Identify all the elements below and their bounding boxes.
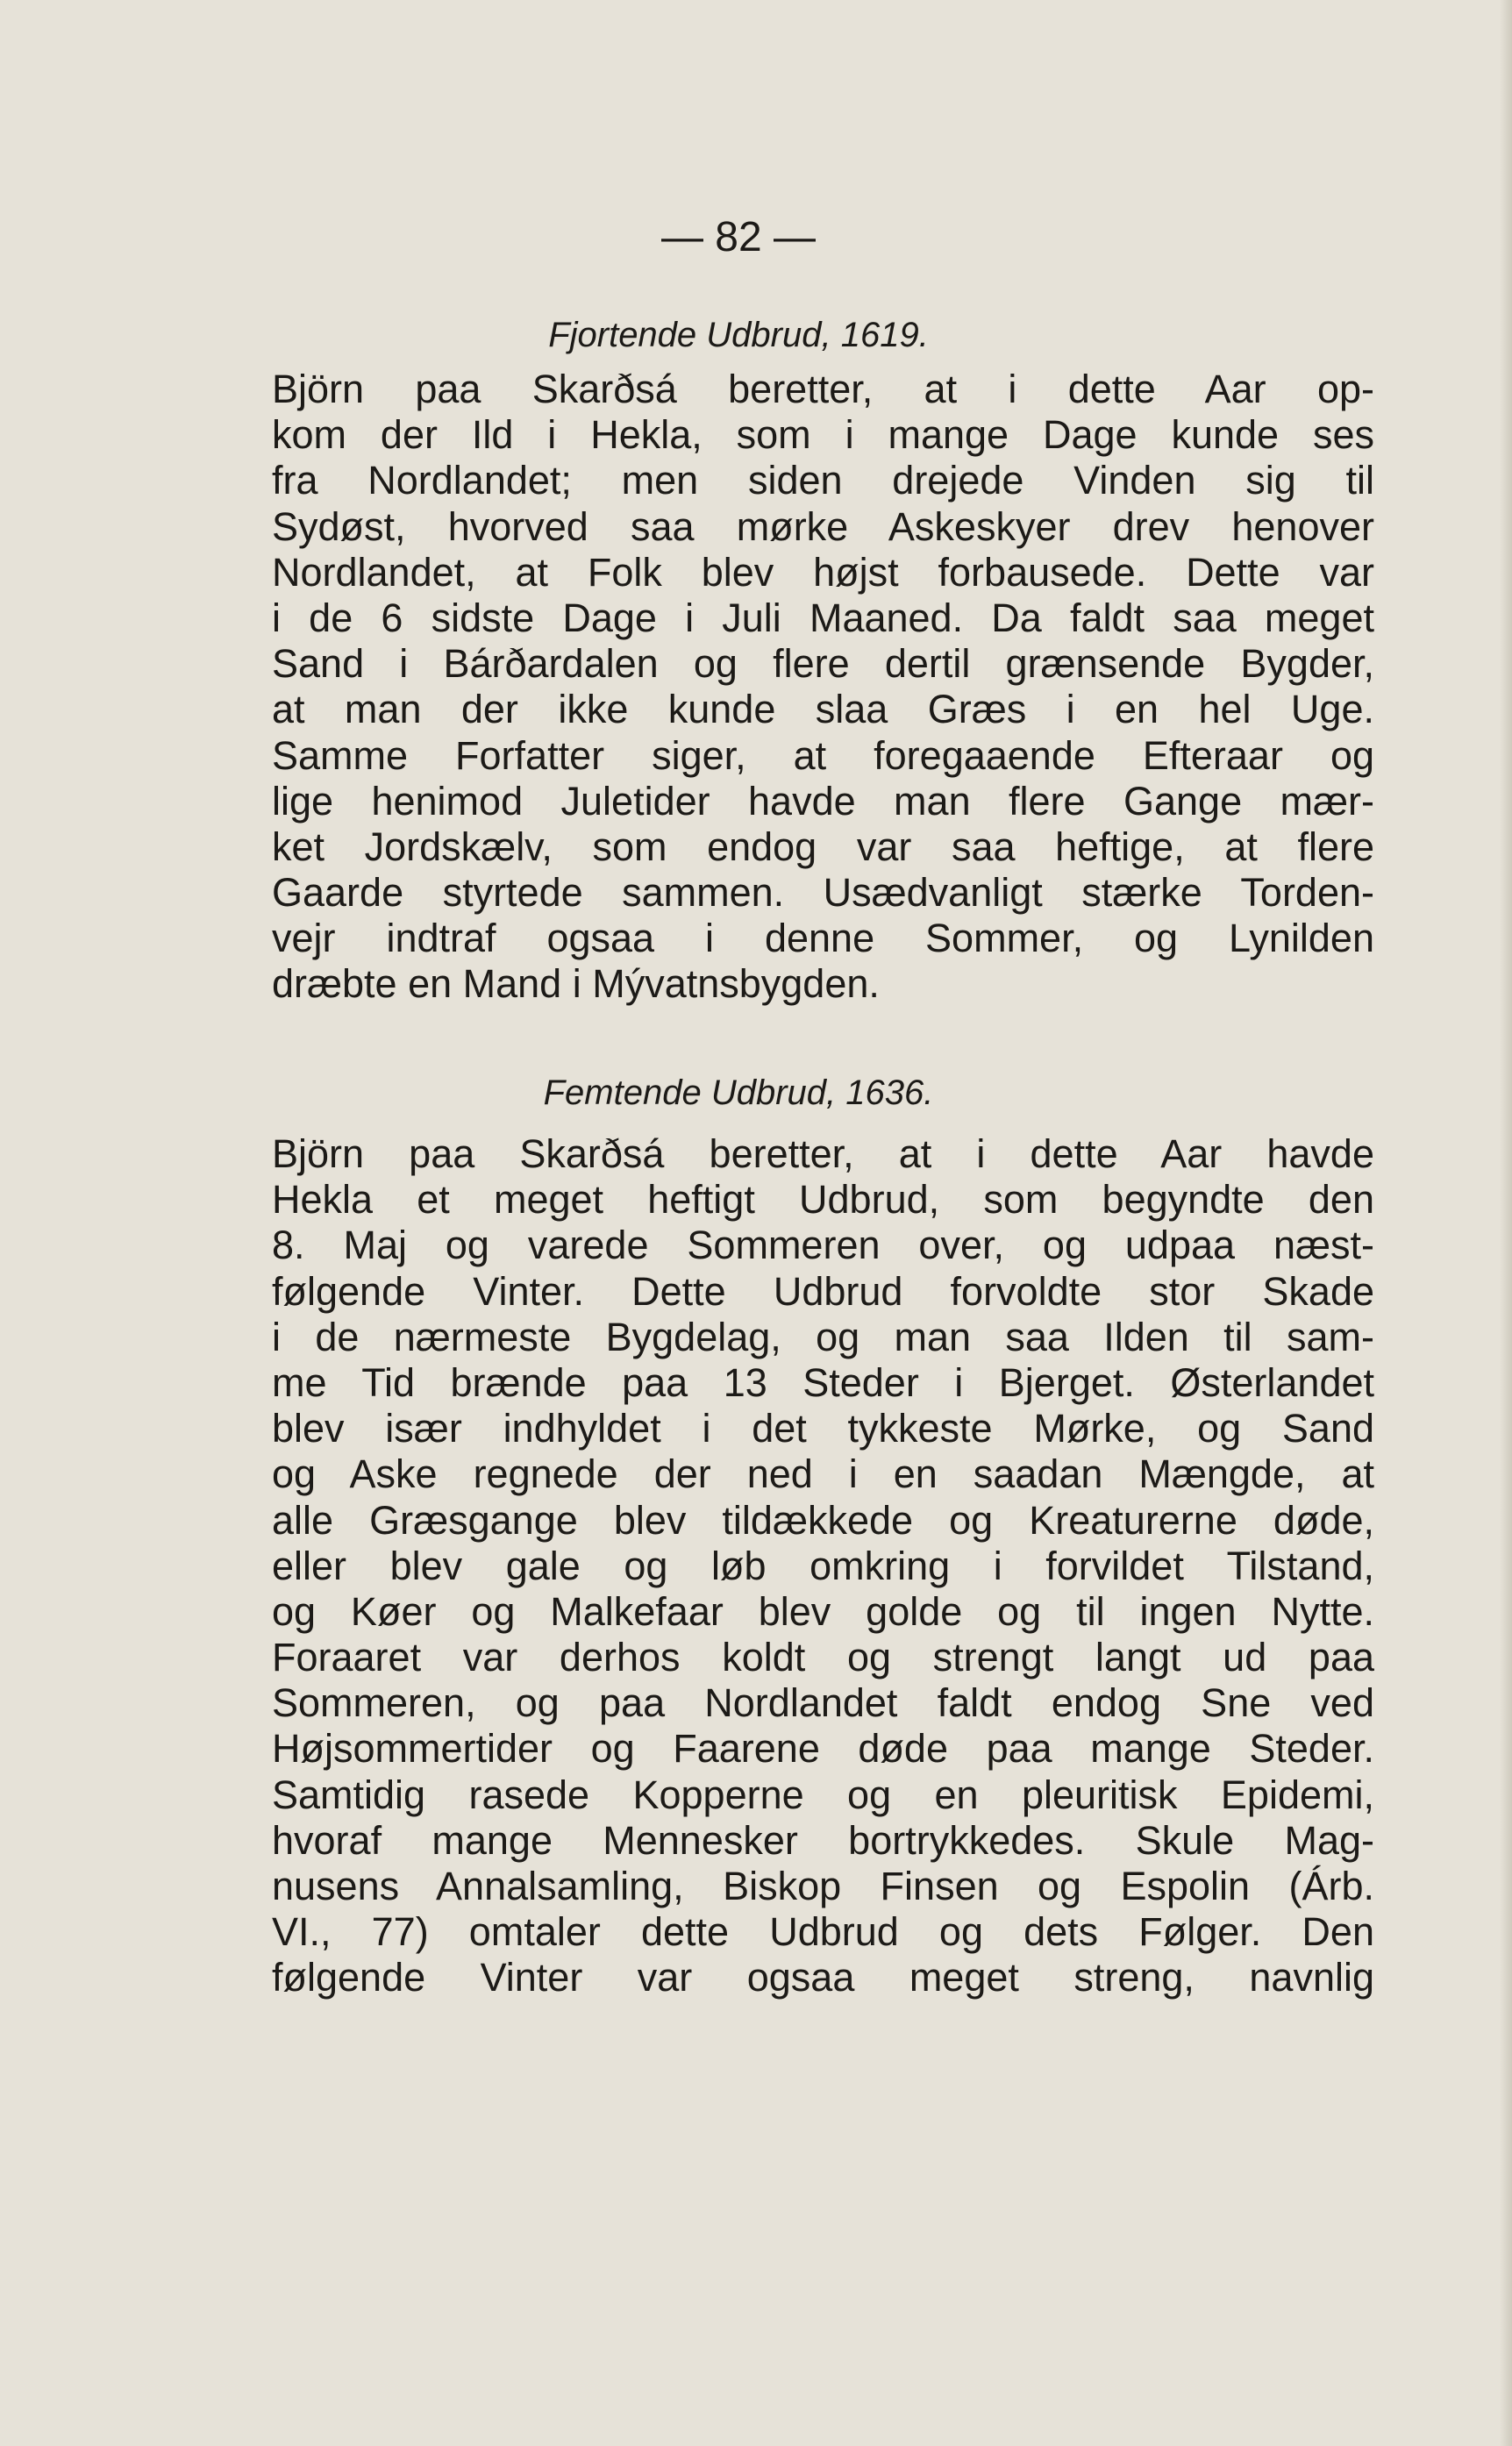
text-line: og Køer og Malkefaar blev golde og til ingen Nytte.: [272, 1588, 1374, 1634]
text-line: i de 6 sidste Dage i Juli Maaned. Da faldt saa meget: [272, 595, 1374, 640]
section-heading-femtende: Femtende Udbrud, 1636.: [543, 1073, 934, 1112]
text-line: vejr indtraf ogsaa i denne Sommer, og Lynilden: [272, 916, 1374, 961]
paragraph-fjortende: [272, 367, 1374, 1008]
text-line: at man der ikke kunde slaa Græs i en hel Uge.: [272, 687, 1374, 732]
text-line: lige henimod Juletider havde man flere Gange mær-: [272, 778, 1374, 824]
text-line: 8. Maj og varede Sommeren over, og udpaa næst-: [272, 1223, 1374, 1268]
page-number: — 82 —: [660, 214, 817, 260]
text-line: ket Jordskælv, som endog var saa heftige, at flere: [272, 824, 1374, 869]
paragraph-femtende: [272, 1131, 1374, 2001]
text-line: eller blev gale og løb omkring i forvildet Tilstand,: [272, 1543, 1374, 1588]
text-line: Sommeren, og paa Nordlandet faldt endog Sne ved: [272, 1680, 1374, 1726]
text-line: Foraaret var derhos koldt og strengt langt ud paa: [272, 1635, 1374, 1680]
text-line: Sydøst, hvorved saa mørke Askeskyer drev henover: [272, 503, 1374, 549]
text-line: Samme Forfatter siger, at foregaaende Efteraar og: [272, 732, 1374, 778]
text-line: i de nærmeste Bygdelag, og man saa Ilden til sam-: [272, 1314, 1374, 1359]
text-line: nusens Annalsamling, Biskop Finsen og Espolin (Árb.: [272, 1864, 1374, 1908]
text-line: dræbte en Mand i Mývatnsbygden.: [272, 961, 880, 1007]
section-heading-fjortende: Fjortende Udbrud, 1619.: [548, 316, 929, 354]
text-line: Sand i Bárðardalen og flere dertil grænsende Bygder,: [272, 641, 1374, 687]
text-line: Nordlandet, at Folk blev højst forbausede. Dette var: [272, 549, 1374, 595]
text-line: Gaarde styrtede sammen. Usædvanligt stærke Torden-: [272, 870, 1374, 916]
text-line: Samtidig rasede Kopperne og en pleuritisk Epidemi,: [272, 1772, 1374, 1817]
text-line: følgende Vinter var ogsaa meget streng, navnlig: [272, 1955, 1374, 2000]
text-line: Hekla et meget heftigt Udbrud, som begyndte den: [272, 1177, 1374, 1223]
text-line: Björn paa Skarðsá beretter, at i dette Aar op-: [272, 367, 1374, 411]
text-line: kom der Ild i Hekla, som i mange Dage kunde ses: [272, 412, 1374, 458]
text-line: fra Nordlandet; men siden drejede Vinden sig til: [272, 458, 1374, 503]
text-line: me Tid brænde paa 13 Steder i Bjerget. Østerlandet: [272, 1359, 1374, 1405]
text-line: hvoraf mange Mennesker bortrykkedes. Skule Mag-: [272, 1817, 1374, 1863]
text-line: alle Græsgange blev tildækkede og Kreaturerne døde,: [272, 1497, 1374, 1543]
text-line: blev især indhyldet i det tykkeste Mørke, og Sand: [272, 1406, 1374, 1451]
text-line: og Aske regnede der ned i en saadan Mængde, at: [272, 1451, 1374, 1497]
page-edge: [1500, 0, 1512, 2446]
text-line: følgende Vinter. Dette Udbrud forvoldte stor Skade: [272, 1268, 1374, 1314]
text-line: Højsommertider og Faarene døde paa mange Steder.: [272, 1726, 1374, 1772]
text-line: VI., 77) omtaler dette Udbrud og dets Følger. Den: [272, 1909, 1374, 1955]
text-line: Björn paa Skarðsá beretter, at i dette Aar havde: [272, 1131, 1374, 1176]
